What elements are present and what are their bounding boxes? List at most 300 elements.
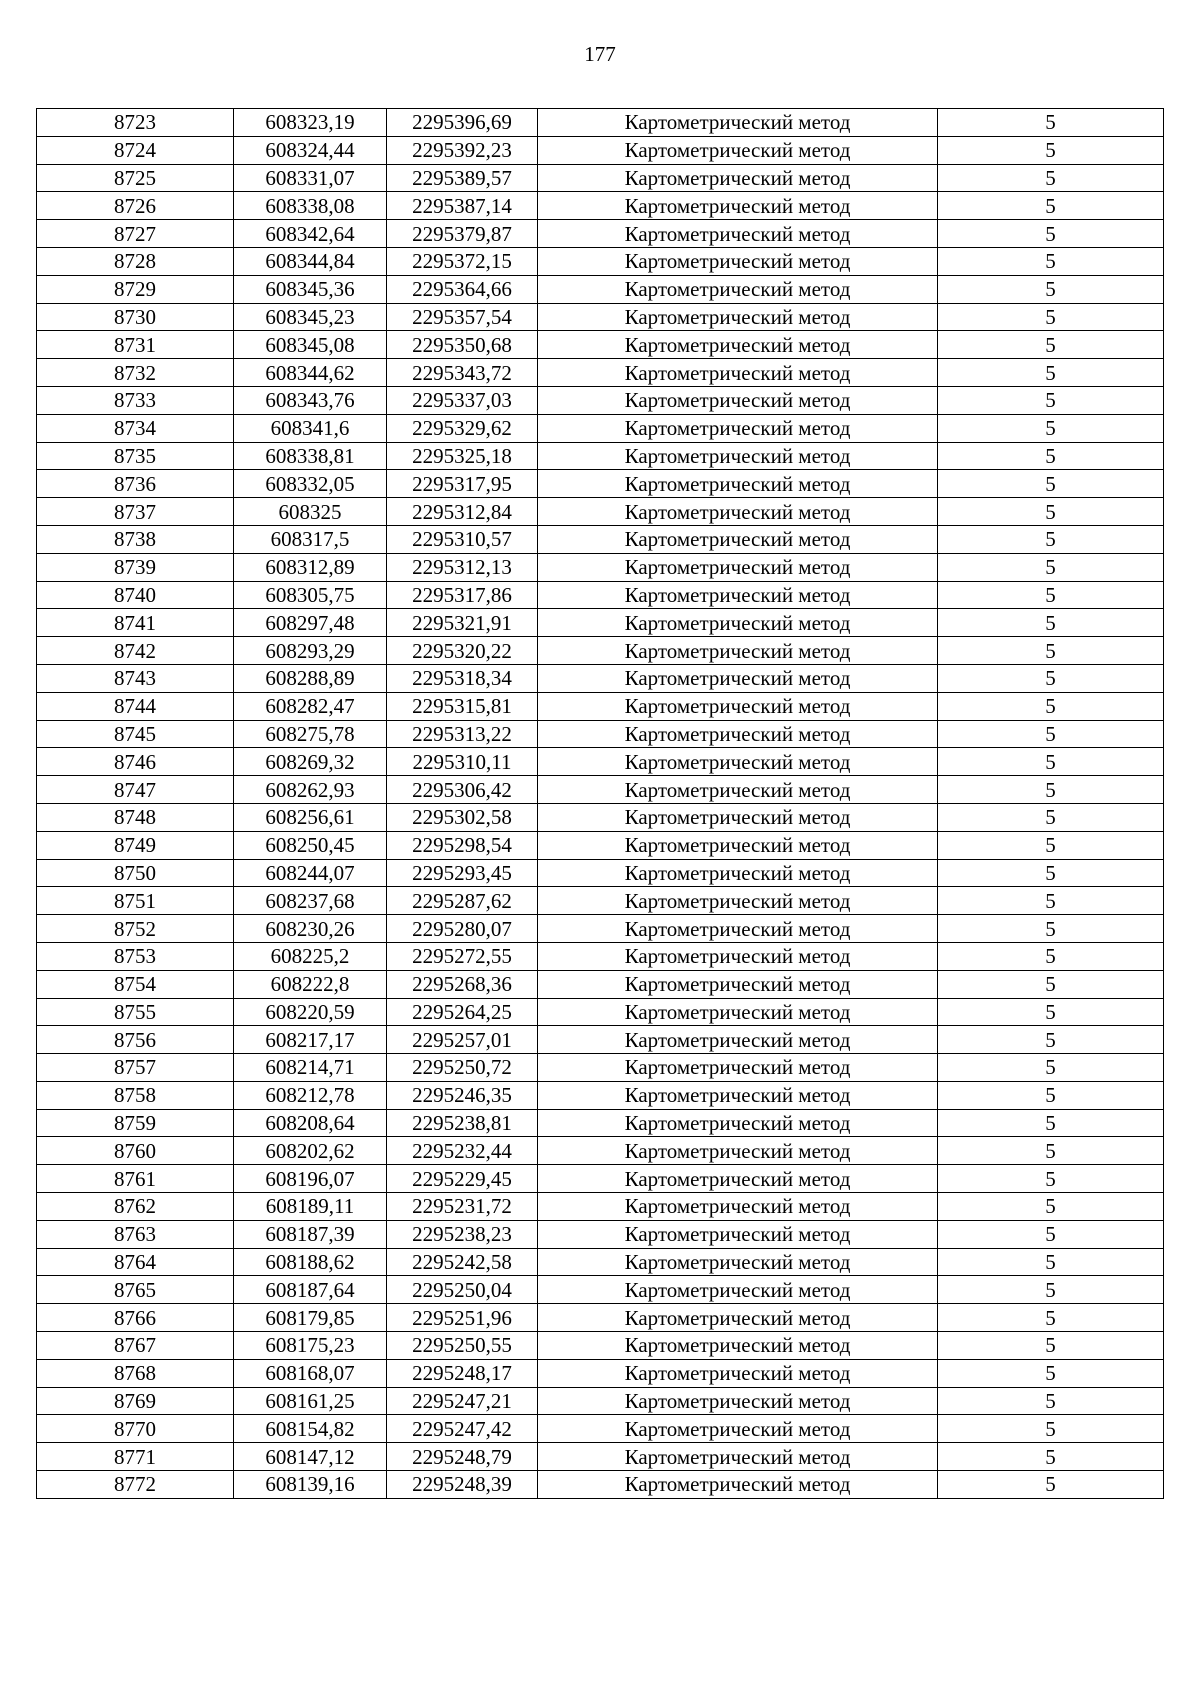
y-coordinate-cell: 2295389,57 (387, 164, 538, 192)
point-number-cell: 8744 (37, 692, 234, 720)
point-number-cell: 8747 (37, 776, 234, 804)
accuracy-cell: 5 (938, 1054, 1164, 1082)
point-number-cell: 8753 (37, 942, 234, 970)
point-number-cell: 8723 (37, 109, 234, 137)
method-cell: Картометрический метод (538, 1165, 938, 1193)
table-row (37, 1109, 1164, 1137)
y-coordinate-cell: 2295343,72 (387, 359, 538, 387)
accuracy-cell: 5 (938, 386, 1164, 414)
method-cell: Картометрический метод (538, 803, 938, 831)
y-coordinate-cell: 2295372,15 (387, 247, 538, 275)
accuracy-cell: 5 (938, 220, 1164, 248)
x-coordinate-cell: 608256,61 (234, 803, 387, 831)
table-row (37, 581, 1164, 609)
table-row (37, 915, 1164, 943)
point-number-cell: 8748 (37, 803, 234, 831)
x-coordinate-cell: 608338,81 (234, 442, 387, 470)
x-coordinate-cell: 608288,89 (234, 664, 387, 692)
y-coordinate-cell: 2295293,45 (387, 859, 538, 887)
point-number-cell: 8728 (37, 247, 234, 275)
x-coordinate-cell: 608269,32 (234, 748, 387, 776)
accuracy-cell: 5 (938, 498, 1164, 526)
accuracy-cell: 5 (938, 1276, 1164, 1304)
method-cell: Картометрический метод (538, 1026, 938, 1054)
method-cell: Картометрический метод (538, 470, 938, 498)
point-number-cell: 8759 (37, 1109, 234, 1137)
y-coordinate-cell: 2295350,68 (387, 331, 538, 359)
point-number-cell: 8745 (37, 720, 234, 748)
method-cell: Картометрический метод (538, 442, 938, 470)
point-number-cell: 8737 (37, 498, 234, 526)
x-coordinate-cell: 608139,16 (234, 1471, 387, 1499)
x-coordinate-cell: 608324,44 (234, 136, 387, 164)
accuracy-cell: 5 (938, 275, 1164, 303)
y-coordinate-cell: 2295320,22 (387, 637, 538, 665)
y-coordinate-cell: 2295310,11 (387, 748, 538, 776)
x-coordinate-cell: 608305,75 (234, 581, 387, 609)
accuracy-cell: 5 (938, 942, 1164, 970)
method-cell: Картометрический метод (538, 720, 938, 748)
y-coordinate-cell: 2295238,23 (387, 1220, 538, 1248)
x-coordinate-cell: 608161,25 (234, 1387, 387, 1415)
y-coordinate-cell: 2295232,44 (387, 1137, 538, 1165)
method-cell: Картометрический метод (538, 692, 938, 720)
x-coordinate-cell: 608344,84 (234, 247, 387, 275)
method-cell: Картометрический метод (538, 525, 938, 553)
x-coordinate-cell: 608344,62 (234, 359, 387, 387)
x-coordinate-cell: 608332,05 (234, 470, 387, 498)
point-number-cell: 8733 (37, 386, 234, 414)
accuracy-cell: 5 (938, 331, 1164, 359)
accuracy-cell: 5 (938, 136, 1164, 164)
point-number-cell: 8768 (37, 1359, 234, 1387)
method-cell: Картометрический метод (538, 1359, 938, 1387)
x-coordinate-cell: 608338,08 (234, 192, 387, 220)
point-number-cell: 8750 (37, 859, 234, 887)
accuracy-cell: 5 (938, 1109, 1164, 1137)
point-number-cell: 8765 (37, 1276, 234, 1304)
accuracy-cell: 5 (938, 1165, 1164, 1193)
x-coordinate-cell: 608331,07 (234, 164, 387, 192)
accuracy-cell: 5 (938, 748, 1164, 776)
y-coordinate-cell: 2295325,18 (387, 442, 538, 470)
accuracy-cell: 5 (938, 303, 1164, 331)
x-coordinate-cell: 608297,48 (234, 609, 387, 637)
x-coordinate-cell: 608345,36 (234, 275, 387, 303)
point-number-cell: 8749 (37, 831, 234, 859)
table-row (37, 1359, 1164, 1387)
accuracy-cell: 5 (938, 1137, 1164, 1165)
table-row (37, 1387, 1164, 1415)
y-coordinate-cell: 2295329,62 (387, 414, 538, 442)
method-cell: Картометрический метод (538, 1276, 938, 1304)
point-number-cell: 8763 (37, 1220, 234, 1248)
method-cell: Картометрический метод (538, 915, 938, 943)
table-row (37, 637, 1164, 665)
table-row (37, 1193, 1164, 1221)
accuracy-cell: 5 (938, 164, 1164, 192)
point-number-cell: 8730 (37, 303, 234, 331)
y-coordinate-cell: 2295298,54 (387, 831, 538, 859)
table-row (37, 1165, 1164, 1193)
y-coordinate-cell: 2295247,42 (387, 1415, 538, 1443)
accuracy-cell: 5 (938, 803, 1164, 831)
y-coordinate-cell: 2295264,25 (387, 998, 538, 1026)
method-cell: Картометрический метод (538, 386, 938, 414)
y-coordinate-cell: 2295242,58 (387, 1248, 538, 1276)
coordinates-table (36, 108, 1164, 1499)
point-number-cell: 8754 (37, 970, 234, 998)
accuracy-cell: 5 (938, 442, 1164, 470)
method-cell: Картометрический метод (538, 609, 938, 637)
accuracy-cell: 5 (938, 1359, 1164, 1387)
accuracy-cell: 5 (938, 414, 1164, 442)
method-cell: Картометрический метод (538, 1387, 938, 1415)
y-coordinate-cell: 2295268,36 (387, 970, 538, 998)
x-coordinate-cell: 608343,76 (234, 386, 387, 414)
table-row (37, 748, 1164, 776)
y-coordinate-cell: 2295310,57 (387, 525, 538, 553)
point-number-cell: 8742 (37, 637, 234, 665)
method-cell: Картометрический метод (538, 1054, 938, 1082)
point-number-cell: 8736 (37, 470, 234, 498)
table-row (37, 498, 1164, 526)
point-number-cell: 8767 (37, 1332, 234, 1360)
x-coordinate-cell: 608262,93 (234, 776, 387, 804)
point-number-cell: 8756 (37, 1026, 234, 1054)
table-row (37, 192, 1164, 220)
table-row (37, 1304, 1164, 1332)
table-row (37, 998, 1164, 1026)
point-number-cell: 8731 (37, 331, 234, 359)
y-coordinate-cell: 2295312,13 (387, 553, 538, 581)
accuracy-cell: 5 (938, 1332, 1164, 1360)
accuracy-cell: 5 (938, 970, 1164, 998)
method-cell: Картометрический метод (538, 1248, 938, 1276)
point-number-cell: 8755 (37, 998, 234, 1026)
method-cell: Картометрический метод (538, 1415, 938, 1443)
y-coordinate-cell: 2295312,84 (387, 498, 538, 526)
accuracy-cell: 5 (938, 915, 1164, 943)
point-number-cell: 8761 (37, 1165, 234, 1193)
table-row (37, 109, 1164, 137)
y-coordinate-cell: 2295257,01 (387, 1026, 538, 1054)
page-number: 177 (584, 42, 616, 66)
table-row (37, 136, 1164, 164)
x-coordinate-cell: 608212,78 (234, 1081, 387, 1109)
y-coordinate-cell: 2295250,72 (387, 1054, 538, 1082)
y-coordinate-cell: 2295321,91 (387, 609, 538, 637)
point-number-cell: 8772 (37, 1471, 234, 1499)
accuracy-cell: 5 (938, 1026, 1164, 1054)
point-number-cell: 8746 (37, 748, 234, 776)
method-cell: Картометрический метод (538, 359, 938, 387)
table-row (37, 1415, 1164, 1443)
table-row (37, 942, 1164, 970)
accuracy-cell: 5 (938, 831, 1164, 859)
table-row (37, 414, 1164, 442)
y-coordinate-cell: 2295248,17 (387, 1359, 538, 1387)
method-cell: Картометрический метод (538, 831, 938, 859)
table-row (37, 525, 1164, 553)
method-cell: Картометрический метод (538, 331, 938, 359)
x-coordinate-cell: 608187,64 (234, 1276, 387, 1304)
accuracy-cell: 5 (938, 247, 1164, 275)
y-coordinate-cell: 2295313,22 (387, 720, 538, 748)
accuracy-cell: 5 (938, 637, 1164, 665)
y-coordinate-cell: 2295287,62 (387, 887, 538, 915)
method-cell: Картометрический метод (538, 192, 938, 220)
table-row (37, 664, 1164, 692)
y-coordinate-cell: 2295251,96 (387, 1304, 538, 1332)
table-row (37, 970, 1164, 998)
x-coordinate-cell: 608175,23 (234, 1332, 387, 1360)
point-number-cell: 8757 (37, 1054, 234, 1082)
x-coordinate-cell: 608230,26 (234, 915, 387, 943)
method-cell: Картометрический метод (538, 303, 938, 331)
table-row (37, 720, 1164, 748)
method-cell: Картометрический метод (538, 1193, 938, 1221)
x-coordinate-cell: 608312,89 (234, 553, 387, 581)
point-number-cell: 8752 (37, 915, 234, 943)
table-row (37, 164, 1164, 192)
x-coordinate-cell: 608345,08 (234, 331, 387, 359)
x-coordinate-cell: 608220,59 (234, 998, 387, 1026)
method-cell: Картометрический метод (538, 942, 938, 970)
y-coordinate-cell: 2295247,21 (387, 1387, 538, 1415)
point-number-cell: 8771 (37, 1443, 234, 1471)
accuracy-cell: 5 (938, 1248, 1164, 1276)
accuracy-cell: 5 (938, 609, 1164, 637)
table-row (37, 859, 1164, 887)
accuracy-cell: 5 (938, 553, 1164, 581)
y-coordinate-cell: 2295392,23 (387, 136, 538, 164)
x-coordinate-cell: 608187,39 (234, 1220, 387, 1248)
y-coordinate-cell: 2295238,81 (387, 1109, 538, 1137)
x-coordinate-cell: 608323,19 (234, 109, 387, 137)
x-coordinate-cell: 608282,47 (234, 692, 387, 720)
method-cell: Картометрический метод (538, 637, 938, 665)
x-coordinate-cell: 608147,12 (234, 1443, 387, 1471)
table-row (37, 331, 1164, 359)
point-number-cell: 8740 (37, 581, 234, 609)
x-coordinate-cell: 608189,11 (234, 1193, 387, 1221)
method-cell: Картометрический метод (538, 1332, 938, 1360)
method-cell: Картометрический метод (538, 776, 938, 804)
table-row (37, 470, 1164, 498)
x-coordinate-cell: 608250,45 (234, 831, 387, 859)
point-number-cell: 8760 (37, 1137, 234, 1165)
y-coordinate-cell: 2295229,45 (387, 1165, 538, 1193)
table-row (37, 1054, 1164, 1082)
method-cell: Картометрический метод (538, 109, 938, 137)
point-number-cell: 8739 (37, 553, 234, 581)
accuracy-cell: 5 (938, 887, 1164, 915)
method-cell: Картометрический метод (538, 553, 938, 581)
method-cell: Картометрический метод (538, 220, 938, 248)
x-coordinate-cell: 608208,64 (234, 1109, 387, 1137)
point-number-cell: 8743 (37, 664, 234, 692)
accuracy-cell: 5 (938, 664, 1164, 692)
x-coordinate-cell: 608342,64 (234, 220, 387, 248)
x-coordinate-cell: 608275,78 (234, 720, 387, 748)
table-row (37, 386, 1164, 414)
accuracy-cell: 5 (938, 470, 1164, 498)
accuracy-cell: 5 (938, 109, 1164, 137)
method-cell: Картометрический метод (538, 970, 938, 998)
x-coordinate-cell: 608179,85 (234, 1304, 387, 1332)
accuracy-cell: 5 (938, 998, 1164, 1026)
accuracy-cell: 5 (938, 1387, 1164, 1415)
point-number-cell: 8732 (37, 359, 234, 387)
accuracy-cell: 5 (938, 581, 1164, 609)
table-row (37, 692, 1164, 720)
method-cell: Картометрический метод (538, 275, 938, 303)
x-coordinate-cell: 608168,07 (234, 1359, 387, 1387)
table-row (37, 1276, 1164, 1304)
y-coordinate-cell: 2295357,54 (387, 303, 538, 331)
table-row (37, 1471, 1164, 1499)
table-row (37, 553, 1164, 581)
method-cell: Картометрический метод (538, 414, 938, 442)
point-number-cell: 8727 (37, 220, 234, 248)
x-coordinate-cell: 608244,07 (234, 859, 387, 887)
method-cell: Картометрический метод (538, 1304, 938, 1332)
method-cell: Картометрический метод (538, 887, 938, 915)
y-coordinate-cell: 2295317,95 (387, 470, 538, 498)
point-number-cell: 8770 (37, 1415, 234, 1443)
y-coordinate-cell: 2295272,55 (387, 942, 538, 970)
point-number-cell: 8726 (37, 192, 234, 220)
accuracy-cell: 5 (938, 1220, 1164, 1248)
accuracy-cell: 5 (938, 1471, 1164, 1499)
method-cell: Картометрический метод (538, 664, 938, 692)
x-coordinate-cell: 608188,62 (234, 1248, 387, 1276)
y-coordinate-cell: 2295387,14 (387, 192, 538, 220)
y-coordinate-cell: 2295318,34 (387, 664, 538, 692)
x-coordinate-cell: 608341,6 (234, 414, 387, 442)
method-cell: Картометрический метод (538, 581, 938, 609)
x-coordinate-cell: 608202,62 (234, 1137, 387, 1165)
point-number-cell: 8725 (37, 164, 234, 192)
accuracy-cell: 5 (938, 720, 1164, 748)
table-row (37, 776, 1164, 804)
y-coordinate-cell: 2295396,69 (387, 109, 538, 137)
accuracy-cell: 5 (938, 1415, 1164, 1443)
method-cell: Картометрический метод (538, 998, 938, 1026)
method-cell: Картометрический метод (538, 136, 938, 164)
table-row (37, 220, 1164, 248)
table-row (37, 1443, 1164, 1471)
x-coordinate-cell: 608317,5 (234, 525, 387, 553)
y-coordinate-cell: 2295250,55 (387, 1332, 538, 1360)
method-cell: Картометрический метод (538, 247, 938, 275)
method-cell: Картометрический метод (538, 1137, 938, 1165)
y-coordinate-cell: 2295364,66 (387, 275, 538, 303)
point-number-cell: 8766 (37, 1304, 234, 1332)
method-cell: Картометрический метод (538, 859, 938, 887)
table-row (37, 442, 1164, 470)
x-coordinate-cell: 608225,2 (234, 942, 387, 970)
point-number-cell: 8734 (37, 414, 234, 442)
x-coordinate-cell: 608345,23 (234, 303, 387, 331)
x-coordinate-cell: 608222,8 (234, 970, 387, 998)
x-coordinate-cell: 608217,17 (234, 1026, 387, 1054)
table-row (37, 803, 1164, 831)
accuracy-cell: 5 (938, 1081, 1164, 1109)
table-row (37, 275, 1164, 303)
x-coordinate-cell: 608237,68 (234, 887, 387, 915)
point-number-cell: 8762 (37, 1193, 234, 1221)
y-coordinate-cell: 2295248,39 (387, 1471, 538, 1499)
point-number-cell: 8769 (37, 1387, 234, 1415)
coordinates-table-body (37, 109, 1164, 1499)
method-cell: Картометрический метод (538, 1220, 938, 1248)
point-number-cell: 8751 (37, 887, 234, 915)
table-row (37, 359, 1164, 387)
point-number-cell: 8729 (37, 275, 234, 303)
y-coordinate-cell: 2295379,87 (387, 220, 538, 248)
accuracy-cell: 5 (938, 359, 1164, 387)
y-coordinate-cell: 2295302,58 (387, 803, 538, 831)
accuracy-cell: 5 (938, 692, 1164, 720)
point-number-cell: 8764 (37, 1248, 234, 1276)
method-cell: Картометрический метод (538, 1109, 938, 1137)
y-coordinate-cell: 2295231,72 (387, 1193, 538, 1221)
point-number-cell: 8724 (37, 136, 234, 164)
table-row (37, 303, 1164, 331)
y-coordinate-cell: 2295317,86 (387, 581, 538, 609)
table-row (37, 247, 1164, 275)
point-number-cell: 8735 (37, 442, 234, 470)
y-coordinate-cell: 2295315,81 (387, 692, 538, 720)
x-coordinate-cell: 608154,82 (234, 1415, 387, 1443)
x-coordinate-cell: 608196,07 (234, 1165, 387, 1193)
accuracy-cell: 5 (938, 525, 1164, 553)
accuracy-cell: 5 (938, 1304, 1164, 1332)
table-row (37, 1248, 1164, 1276)
table-row (37, 1081, 1164, 1109)
point-number-cell: 8741 (37, 609, 234, 637)
method-cell: Картометрический метод (538, 1443, 938, 1471)
method-cell: Картометрический метод (538, 748, 938, 776)
point-number-cell: 8758 (37, 1081, 234, 1109)
table-row (37, 887, 1164, 915)
accuracy-cell: 5 (938, 1443, 1164, 1471)
method-cell: Картометрический метод (538, 498, 938, 526)
accuracy-cell: 5 (938, 192, 1164, 220)
accuracy-cell: 5 (938, 859, 1164, 887)
point-number-cell: 8738 (37, 525, 234, 553)
table-row (37, 1220, 1164, 1248)
table-row (37, 831, 1164, 859)
method-cell: Картометрический метод (538, 1081, 938, 1109)
accuracy-cell: 5 (938, 1193, 1164, 1221)
y-coordinate-cell: 2295250,04 (387, 1276, 538, 1304)
table-row (37, 1137, 1164, 1165)
y-coordinate-cell: 2295337,03 (387, 386, 538, 414)
y-coordinate-cell: 2295246,35 (387, 1081, 538, 1109)
y-coordinate-cell: 2295248,79 (387, 1443, 538, 1471)
table-row (37, 609, 1164, 637)
x-coordinate-cell: 608325 (234, 498, 387, 526)
x-coordinate-cell: 608214,71 (234, 1054, 387, 1082)
table-row (37, 1332, 1164, 1360)
y-coordinate-cell: 2295306,42 (387, 776, 538, 804)
x-coordinate-cell: 608293,29 (234, 637, 387, 665)
accuracy-cell: 5 (938, 776, 1164, 804)
method-cell: Картометрический метод (538, 164, 938, 192)
